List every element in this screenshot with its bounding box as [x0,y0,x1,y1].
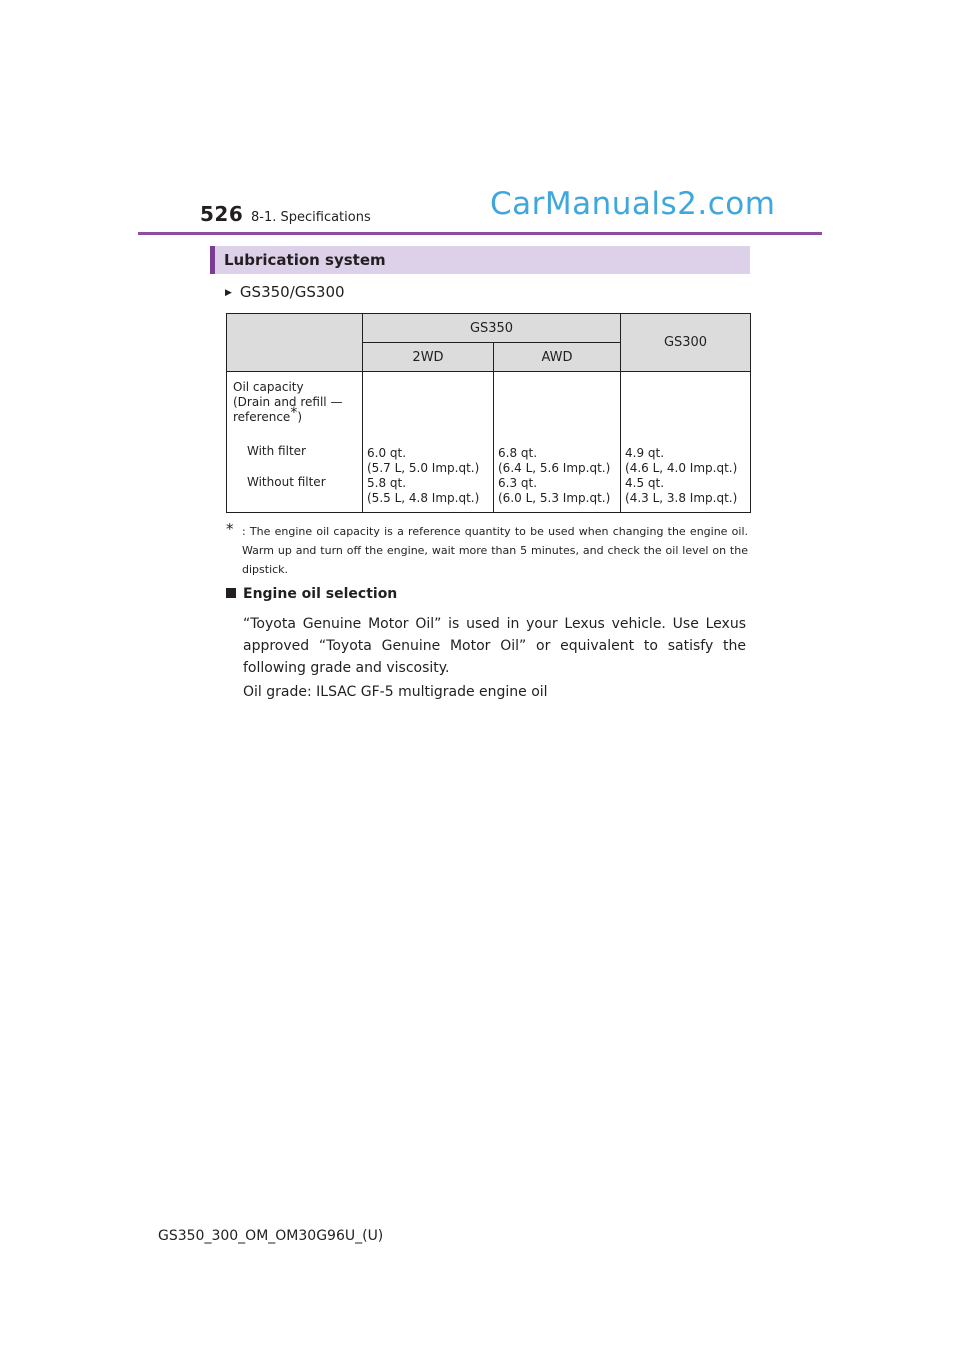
section-title: 8-1. Specifications [251,210,371,225]
model-subhead [225,283,345,301]
engine-oil-paragraph: “Toyota Genuine Motor Oil” is used in your Lexus vehicle. Use Lexus approved “Toyota Genuine Motor Oil” or equivalent to satisfy the following grade and viscosity. [243,616,746,676]
header-awd: AWD [494,343,621,372]
section-heading [210,246,750,274]
value-gs300 [621,372,751,513]
footnote-text: : The engine oil capacity is a reference quantity to be used when changing the engine oil. Warm up and turn off the engine, wait more than 5 minutes, and check the oil level on the dipstick. [242,525,748,576]
engine-oil-heading [226,586,397,602]
value-line: (5.5 L, 4.8 Imp.qt.) [367,491,480,505]
table-row [227,372,751,513]
label-without-filter: Without filter [247,475,326,489]
footer-code: GS350_300_OM_OM30G96U_(U) [158,1228,384,1244]
watermark: CarManuals2.com [490,186,776,222]
value-line: 5.8 qt. [367,476,407,490]
footnote [226,522,748,579]
footnote-marker: * [226,520,234,538]
value-line: (4.3 L, 3.8 Imp.qt.) [625,491,738,505]
value-stack [625,446,737,506]
value-line: (4.6 L, 4.0 Imp.qt.) [625,461,738,475]
value-gs350-2wd [363,372,494,513]
table-header-row [227,314,751,343]
oil-grade-text: Oil grade: ILSAC GF-5 multigrade engine oil [243,684,548,700]
value-line: (5.7 L, 5.0 Imp.qt.) [367,461,480,475]
value-line: 4.5 qt. [625,476,665,490]
row-label [233,380,342,425]
row-label-cell [227,372,363,513]
oil-capacity-table [226,313,751,513]
value-line: 6.3 qt. [498,476,538,490]
value-stack [367,446,479,506]
value-line: (6.4 L, 5.6 Imp.qt.) [498,461,611,475]
row-label-close: ) [297,410,302,424]
header-gs300: GS300 [621,314,751,372]
value-line: (6.0 L, 5.3 Imp.qt.) [498,491,611,505]
header-2wd: 2WD [363,343,494,372]
page-number: 526 [200,202,244,226]
asterisk-marker: * [290,405,298,421]
triangle-right-icon: ▶ [225,288,232,298]
label-with-filter: With filter [247,444,306,458]
row-label-line2: (Drain and refill — [233,395,343,409]
engine-oil-heading-label: Engine oil selection [243,586,398,602]
value-stack [498,446,610,506]
header-rule [138,232,822,235]
header-blank-cell [227,314,363,372]
square-bullet-icon [226,588,236,598]
value-line: 6.8 qt. [498,446,538,460]
row-label-line3: reference [233,410,291,424]
row-label-line1: Oil capacity [233,380,304,394]
value-line: 6.0 qt. [367,446,407,460]
value-line: 4.9 qt. [625,446,665,460]
header-gs350: GS350 [363,314,621,343]
heading-label: Lubrication system [224,251,386,269]
heading-accent [210,246,215,274]
value-gs350-awd [494,372,621,513]
model-subhead-label: GS350/GS300 [239,283,345,301]
